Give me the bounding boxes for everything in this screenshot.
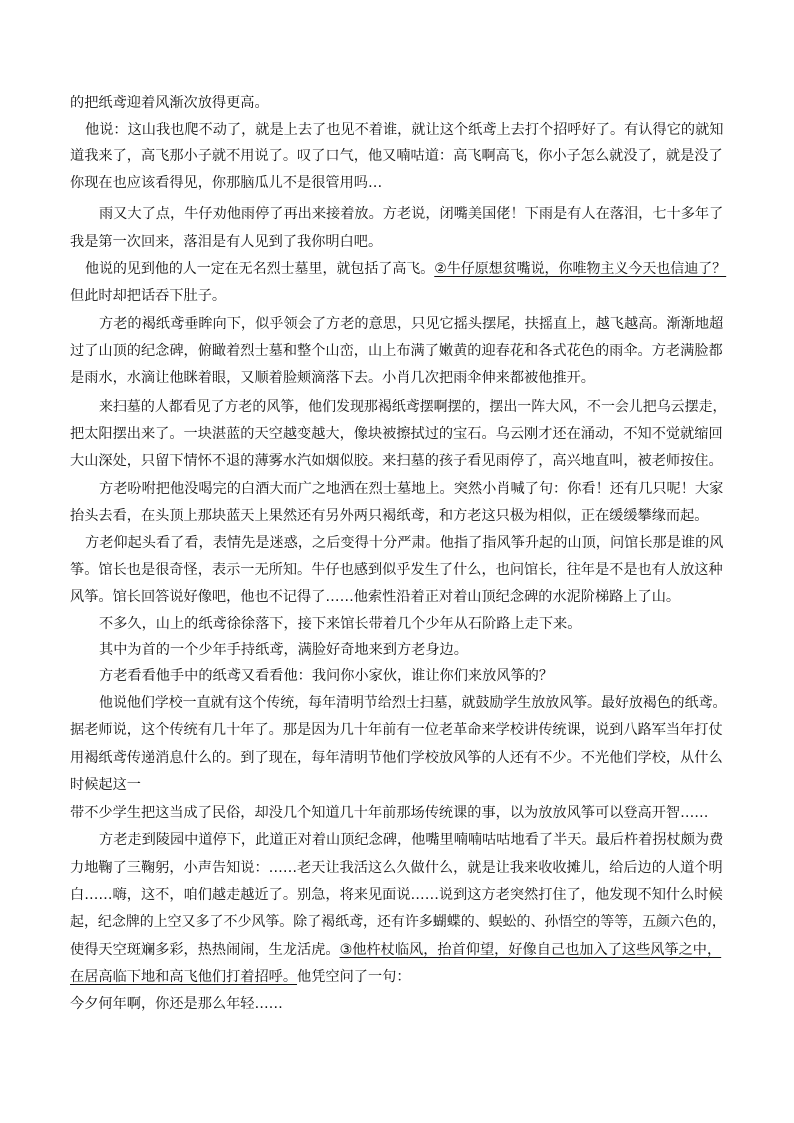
text-line: 风筝。馆长回答说好像吧，他也不记得了……他索性沿着正对着山顶纪念碑的水泥阶梯路上了山。: [70, 589, 681, 605]
text-line: [85, 259, 726, 279]
text-line: [70, 967, 411, 987]
text-line: 是雨水，水滴让他眯着眼，又顺着脸颊滴落下去。小肖几次把雨伞伸来都被他推开。: [70, 370, 595, 386]
text-span: 使得天空斑斓多彩，热热闹闹，生龙活虎。: [70, 942, 340, 958]
text-line: 过了山顶的纪念碑，俯瞰着烈士墓和整个山峦，山上布满了嫩黄的迎春花和各式花色的雨伞。方老满脸都: [70, 343, 723, 359]
text-line: 其中为首的一个少年手持纸鸢，满脸好奇地来到方老身边。: [99, 642, 468, 658]
text-line: 带不少学生把这当成了民俗，却没几个知道几十年前那场传统课的事，以为放放风筝可以登高开智……: [70, 805, 709, 821]
underlined-sentence: ②牛仔原想贫嘴说，你唯物主义今天也信迪了？: [434, 261, 727, 277]
text-line: 你现在也应该看得见，你那脑瓜儿不是很管用吗…: [70, 175, 383, 191]
text-line: [70, 940, 721, 960]
text-line: 据老师说，这个传统有几十年了。那是因为几十年前有一位老革命来学校讲传统课，说到八路军当年打仗: [70, 722, 723, 738]
text-line: 白……嗨，这不，咱们越走越近了。别急，将来见面说……说到这方老突然打住了，他发现不知什么时候: [70, 887, 723, 903]
text-line: 筝。馆长也是很奇怪，表示一无所知。牛仔也感到似乎发生了什么，也问馆长，往年是不是也有人放这种: [70, 562, 723, 578]
text-line: 抬头去看，在头顶上那块蓝天上果然还有另外两只褐纸鸢，和方老这只极为相似，正在缓缓攀缘而起。: [70, 508, 709, 524]
text-line: 用褐纸鸢传递消息什么的。到了现在，每年清明节他们学校放风筝的人还有不少。不光他们学校，从什么: [70, 750, 723, 766]
text-line: 但此时却把话吞下肚子。: [70, 288, 227, 304]
text-line: 雨又大了点，牛仔劝他雨停了再出来接着放。方老说，闭嘴美国佬！下雨是有人在落泪，七十多年了: [99, 206, 724, 222]
text-span: 他说的见到他的人一定在无名烈士墓里，就包括了高飞。: [85, 261, 435, 277]
text-line: 道我来了，高飞那小子就不用说了。叹了口气，他又喃咕道：高飞啊高飞，你小子怎么就没了，就是没了: [70, 148, 723, 164]
text-line: 他说：这山我也爬不动了，就是上去了也见不着谁，就让这个纸鸢上去打个招呼好了。有认得它的就知: [85, 122, 724, 138]
text-line: 起，纪念牌的上空又多了不少风筝。除了褐纸鸢，还有许多蝴蝶的、蜈蚣的、孙悟空的等等，五颜六色的，: [70, 914, 726, 930]
text-line: 大山深处，只留下情怀不退的薄雾水汽如烟似胶。来扫墓的孩子看见雨停了，高兴地直叫，被老师按住。: [70, 453, 723, 469]
text-line: 的把纸鸢迎着风渐次放得更高。: [70, 95, 269, 111]
text-line: 方老看看他手中的纸鸢又看看他：我问你小家伙，谁让你们来放风筝的？: [99, 668, 554, 684]
underlined-sentence: 在居高临下地和高飞他们打着招呼。: [70, 969, 298, 985]
text-line: 不多久，山上的纸鸢徐徐落下，接下来馆长带着几个少年从石阶路上走下来。: [99, 616, 582, 632]
text-line: 来扫墓的人都看见了方老的风筝，他们发现那褐纸鸢摆啊摆的，摆出一阵大风，不一会儿把乌云摆走，: [99, 399, 727, 415]
text-line: 时候起这一: [70, 777, 141, 793]
text-line: 把太阳摆出来了。一块湛蓝的天空越变越大，像块被擦拭过的宝石。乌云刚才还在涌动，不知不觉就缩回: [70, 426, 723, 442]
text-line: 方老仰起头看了看，表情先是迷惑，之后变得十分严肃。他指了指风筝升起的山顶，问馆长那是谁的风: [85, 535, 724, 551]
text-line: 方老走到陵园中道停下，此道正对着山顶纪念碑，他嘴里喃喃咕咕地看了半天。最后杵着拐杖颇为费: [99, 832, 724, 848]
text-line: 他说他们学校一直就有这个传统，每年清明节给烈士扫墓，就鼓励学生放放风筝。最好放褐色的纸鸢。: [99, 695, 727, 711]
text-line: 我是第一次回来，落泪是有人见到了我你明白吧。: [70, 234, 383, 250]
text-span: 他凭空问了一句：: [297, 969, 411, 985]
text-line: 方老的褐纸鸢垂眸向下，似乎领会了方老的意思，只见它摇头摆尾，扶摇直上，越飞越高。渐渐地超: [99, 316, 724, 332]
text-line: 今夕何年啊，你还是那么年轻……: [70, 996, 283, 1012]
text-line: 力地鞠了三鞠躬，小声告知说：……老天让我活这么久做什么，就是让我来收收摊儿，给后边的人道个明: [70, 860, 723, 876]
text-line: 方老吩咐把他没喝完的白酒大而广之地洒在烈士墓地上。突然小肖喊了句：你看！还有几只呢！大家: [99, 481, 724, 497]
underlined-sentence: ③他杵杖临风，抬首仰望，好像自己也加入了这些风筝之中，: [339, 942, 722, 958]
